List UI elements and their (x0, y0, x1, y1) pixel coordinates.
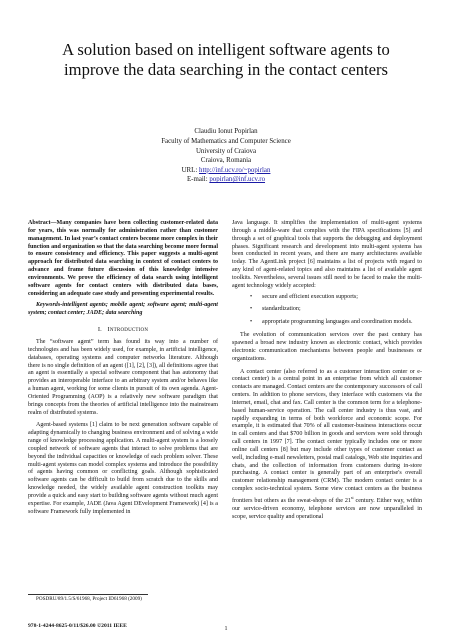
author-block (96, 127, 356, 184)
copyright-isbn: 978-1-4244-8625-0/11/$26.00 ©2011 IEEE (28, 623, 127, 629)
intro-paragraph-1: The “software agent” term has found its way into a number of technologies and has been widely used, for example, in artificial intelligence, databases, operating systems and computer networks literature. Although there is no single definition of an agent ([1], [2], [3]), all definitions agree that an agent is essentially a special software component that has autonomy that provides an interoperable interface to an arbitrary system and/or behaves like a human agent, working for some clients in pursuit of its own agenda. Agent-Oriented Programming (AOP) is a relatively new software paradigm that brings concepts from the theories of artificial intelligence into the mainstream realm of distributed systems. (28, 338, 218, 416)
funding-footnote: POSDRU/89/1.5/S/61968, Project ID61968 (2009) (36, 596, 142, 602)
issues-list (232, 294, 422, 328)
intro-paragraph-3: Java language. It simplifies the implementation of multi-agent systems through a middle-ware that complies with the FIPA specifications [5] and through a set of graphical tools that supports the debugging and deployment phases. Significant research and development into multi-agent systems has been conducted in recent years, and there are many architectures available today. The AgentLink project [6] maintains a list of projects with regard to any kind of agent-related topics and also maintains a list of available agent toolkits. Nevertheless, several issues still need to be faced to make the multi-agent technology widely accepted: (232, 220, 422, 289)
abstract: Abstract—Many companies have been collecting customer-related data for years, this was normally for administration rather than customer management. In last year’s contact centers become more complex in their function and organization so that the data searching become more formal to ensure consistency and efficiency. This paper suggests a multi-agent approach for distributed data searching in context of contact centers to advance and frame future discussion of this knowledge intensive environments. We prove the efficiency of data search using intelligent software agents for contact centers with distributed data bases, considering an adequate case study and presenting experimental results. (28, 220, 218, 297)
intro-paragraph-4: The evolution of communication services over the past century has spawned a broad new industry known as electronic contact, which provides electronic communication mechanisms between people and businesses or organizations. (232, 332, 422, 362)
section-title: Introduction (107, 326, 149, 334)
affiliation-location: Craiova, Romania (200, 157, 252, 165)
intro-paragraph-2: Agent-based systems [1] claim to be next generation software capable of adapting dynamically to changing business environment and of solving a wide range of knowledge processing application. A multi-agent system is a loosely coupled network of software agents that interact to solve problems that are beyond the individual capacities or knowledge of each problem solver. These multi-agent systems can model complex systems and introduce the possibility of agents having common or conflicting goals. Although sophisticated software agents can be difficult to build from scratch due to the skills and knowledge needed, the widely available agent construction toolkits may provide a quick and easy start to building software agents without much agent expertise. For example, JADE (Java Agent DEvelopment Framework) [4] is a software Framework fully implemented in (28, 422, 218, 515)
paragraph-5-text-b: century. Either way, within our service-driven economy, telephone services are now unparalleled in scope, service quality and operational (232, 498, 422, 520)
intro-paragraph-5 (232, 369, 422, 522)
list-item: • standardization; (262, 306, 422, 314)
superscript-st: st (350, 495, 354, 500)
author-url-link[interactable]: http://inf.ucv.ro/~popirlan (199, 166, 271, 174)
author-url-line (96, 166, 356, 175)
author-email-link[interactable]: popirlan@inf.ucv.ro (209, 176, 266, 184)
footnote-divider (28, 594, 148, 595)
url-label: URL: (181, 166, 199, 174)
keywords: Keywords-intelligent agents; mobile agent; software agent; multi-agent system; contact center; JADE; data searching (28, 302, 218, 317)
affiliation-university: University of Craiova (195, 147, 257, 155)
list-item: • secure and efficient execution supports; (262, 294, 422, 302)
section-heading (28, 326, 218, 334)
email-label: E-mail: (186, 176, 210, 184)
right-column (232, 220, 422, 522)
section-number: I. (97, 326, 103, 334)
paragraph-5-text-a: A contact center (also referred to as a customer interaction center or e-contact center) is a central point in an enterprise from which all customer contacts are managed. Contact centers are the contemporary successors of call centers. In addition to phone services, they interface with customers via the internet, email, chat and fax. Call center is the common term for a telephone-based human-service operation. The call center industry is thus vast, and rapidly expanding in terms of both workforce and economic scope. For example, it is estimated that 70% of all customer-business interactions occur in call centers and that $700 billion in goods and services were sold through call centers in 1997 [7]. The contact center typically includes one or more online call centers [8] but may include other types of customer contact as well, including e-mail newsletters, postal mail catalogs, Web site inquiries and chats, and the collection of information from customers during in-store purchasing. A contact center is generally part of an enterprise's overall customer relationship management (CRM). The modern contact center is a complex socio-technical system. Some view contact centers as the business frontiers but others as the sweat-shops of the 21 (232, 368, 422, 505)
list-item: • appropriate programming languages and coordination models. (262, 319, 422, 327)
author-email-line (96, 175, 356, 184)
paper-title: A solution based on intelligent software agents to improve the data searching in the contact centers (62, 40, 390, 79)
page-number: 1 (224, 626, 228, 632)
affiliation-faculty: Faculty of Mathematics and Computer Science (161, 138, 291, 146)
left-column (28, 220, 218, 517)
author-name: Claudiu Ionut Popirlan (194, 128, 258, 135)
